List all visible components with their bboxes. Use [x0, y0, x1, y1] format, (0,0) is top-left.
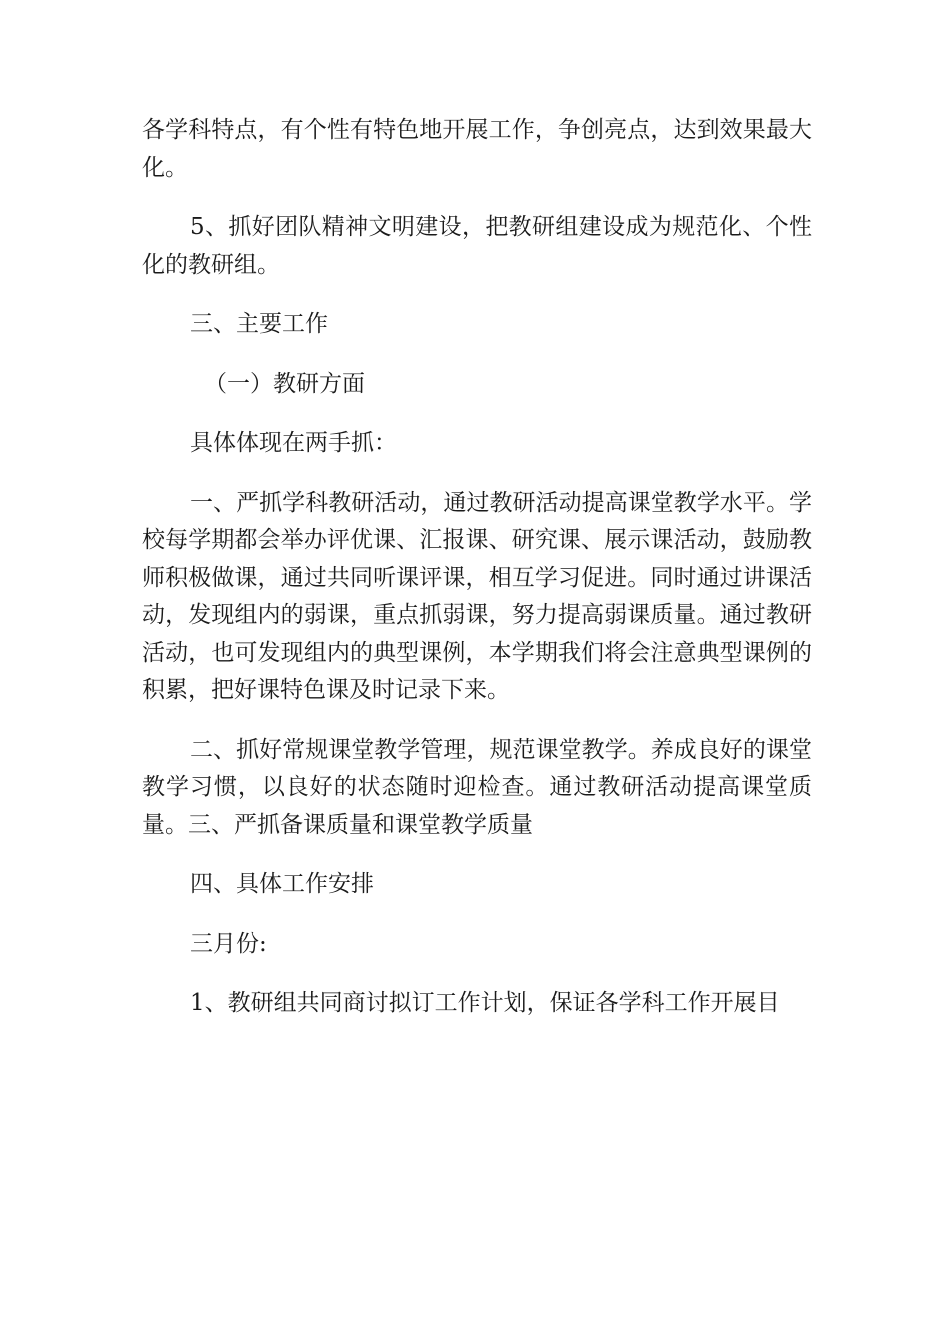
paragraph-research-activities: 一、严抓学科教研活动，通过教研活动提高课堂教学水平。学校每学期都会举办评优课、汇报课、研究课、展示课活动，鼓励教师积极做课，通过共同听课评课，相互学习促进。同时通过讲课活动，发现组内的弱课，重点抓弱课，努力提高弱课质量。通过教研活动，也可发现组内的典型课例，本学期我们将会注意典型课例的积累，把好课特色课及时记录下来。 [142, 489, 812, 703]
paragraph-classroom-management: 二、抓好常规课堂教学管理，规范课堂教学。养成良好的课堂教学习惯，以良好的状态随时迎检查。通过教研活动提高课堂质量。三、严抓备课质量和课堂教学质量 [142, 736, 812, 838]
paragraph-team-spirit: 5、抓好团队精神文明建设，把教研组建设成为规范化、个性化的教研组。 [142, 214, 812, 278]
subheading-teaching-research: （一）教研方面 [204, 370, 365, 397]
document-body [142, 112, 812, 1045]
heading-work-arrangement: 四、具体工作安排 [190, 871, 374, 897]
paragraph-subject-features: 各学科特点，有个性有特色地开展工作，争创亮点，达到效果最大化。 [142, 117, 812, 181]
heading-march: 三月份: [190, 930, 267, 957]
paragraph-two-hands: 具体体现在两手抓： [190, 430, 397, 456]
paragraph-work-plan: 1、教研组共同商讨拟订工作计划，保证各学科工作开展目 [190, 990, 780, 1016]
heading-main-work: 三、主要工作 [190, 311, 328, 337]
